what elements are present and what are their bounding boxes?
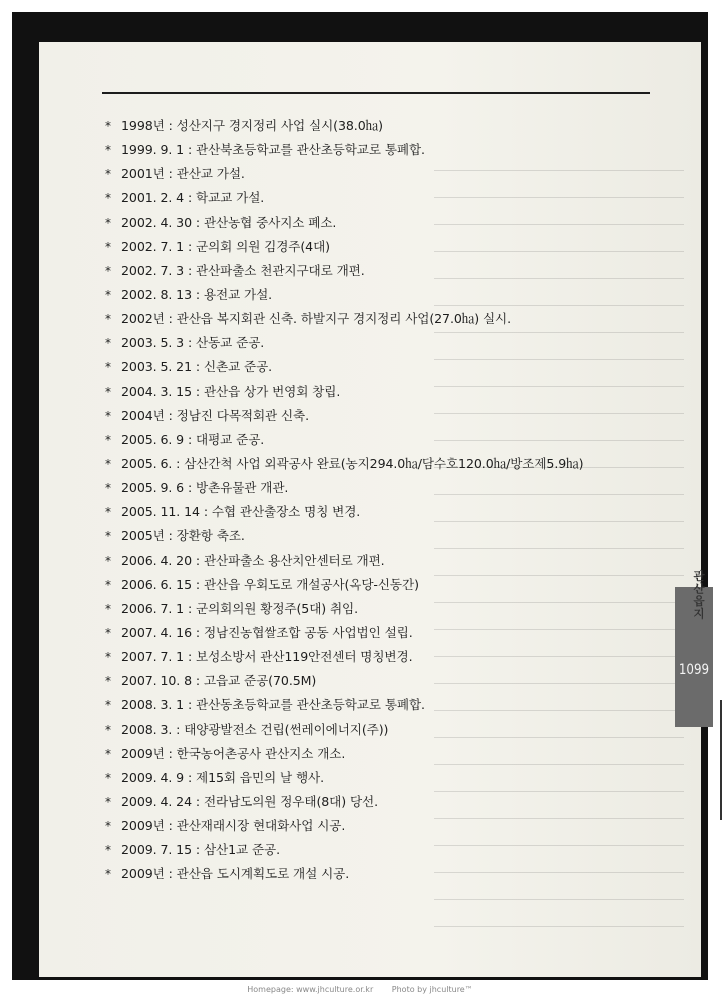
list-item-text: 2004년 : 정남진 다목적회관 신축. <box>121 407 310 423</box>
footer <box>0 985 720 997</box>
list-item-text: 2009. 4. 9 : 제15회 읍민의 날 행사. <box>121 769 324 785</box>
bullet-asterisk: * <box>105 384 111 399</box>
bullet-asterisk: * <box>105 867 111 882</box>
footer-homepage: Homepage: www.jhculture.or.kr <box>247 985 374 994</box>
bullet-asterisk: * <box>105 360 111 375</box>
list-item <box>105 742 665 766</box>
bullet-asterisk: * <box>105 287 111 302</box>
list-item-text: 2001. 2. 4 : 학교교 가설. <box>121 190 265 206</box>
list-item-text: 2009년 : 관산읍 도시계획도로 개설 시공. <box>121 866 350 882</box>
bullet-asterisk: * <box>105 167 111 182</box>
list-item <box>105 524 665 548</box>
bullet-asterisk: * <box>105 239 111 254</box>
bullet-asterisk: * <box>105 505 111 520</box>
bullet-asterisk: * <box>105 432 111 447</box>
list-item <box>105 114 665 138</box>
list-item-text: 2005. 9. 6 : 방촌유물관 개관. <box>121 480 289 496</box>
list-item-text: 2001년 : 관산교 가설. <box>121 166 245 182</box>
list-item <box>105 645 665 669</box>
bullet-asterisk: * <box>105 456 111 471</box>
list-item-text: 2009. 7. 15 : 삼산1교 준공. <box>121 842 280 858</box>
bullet-asterisk: * <box>105 819 111 834</box>
list-item <box>105 597 665 621</box>
list-item <box>105 621 665 645</box>
bullet-asterisk: * <box>105 215 111 230</box>
bullet-asterisk: * <box>105 191 111 206</box>
book-page <box>39 42 710 977</box>
list-item <box>105 331 665 355</box>
list-item <box>105 452 665 476</box>
list-item-text: 2002. 4. 30 : 관산농협 중사지소 폐소. <box>121 214 337 230</box>
top-rule <box>102 92 650 94</box>
bullet-asterisk: * <box>105 601 111 616</box>
bullet-asterisk: * <box>105 843 111 858</box>
list-item <box>105 669 665 693</box>
bullet-asterisk: * <box>105 263 111 278</box>
list-item-text: 2003. 5. 21 : 신촌교 준공. <box>121 359 273 375</box>
list-item <box>105 476 665 500</box>
bullet-asterisk: * <box>105 770 111 785</box>
list-item <box>105 235 665 259</box>
bullet-asterisk: * <box>105 794 111 809</box>
bullet-asterisk: * <box>105 336 111 351</box>
chronology-list <box>105 114 665 887</box>
list-item <box>105 186 665 210</box>
list-item <box>105 428 665 452</box>
bullet-asterisk: * <box>105 143 111 158</box>
bullet-asterisk: * <box>105 746 111 761</box>
list-item-text: 2006. 7. 1 : 군의회의원 황정주(5대) 취임. <box>121 600 359 616</box>
list-item-text: 2009년 : 관산재래시장 현대화사업 시공. <box>121 818 346 834</box>
list-item <box>105 355 665 379</box>
list-item-text: 2008. 3. : 태양광발전소 건립(썬레이에너지(주)) <box>121 721 389 737</box>
list-item <box>105 500 665 524</box>
bullet-asterisk: * <box>105 408 111 423</box>
bullet-asterisk: * <box>105 577 111 592</box>
list-item <box>105 573 665 597</box>
list-item-text: 2005. 11. 14 : 수협 관산출장소 명칭 변경. <box>121 504 361 520</box>
list-item <box>105 766 665 790</box>
section-tab-label: 관산읍지 <box>692 570 706 620</box>
list-item-text: 2004. 3. 15 : 관산읍 상가 번영회 창립. <box>121 383 341 399</box>
list-item-text: 2007. 7. 1 : 보성소방서 관산119안전센터 명칭변경. <box>121 649 413 665</box>
bullet-asterisk: * <box>105 698 111 713</box>
list-item <box>105 549 665 573</box>
list-item-text: 2005. 6. 9 : 대평교 준공. <box>121 431 265 447</box>
list-item-text: 2009. 4. 24 : 전라남도의원 정우태(8대) 당선. <box>121 793 378 809</box>
photo-frame <box>12 12 708 980</box>
list-item <box>105 814 665 838</box>
list-item-text: 1999. 9. 1 : 관산북초등학교를 관산초등학교로 통폐합. <box>121 142 425 158</box>
list-item <box>105 404 665 428</box>
list-item-text: 1998년 : 성산지구 경지정리 사업 실시(38.0㏊) <box>121 118 383 133</box>
list-item <box>105 862 665 886</box>
bullet-asterisk: * <box>105 529 111 544</box>
list-item-text: 2009년 : 한국농어촌공사 관산지소 개소. <box>121 745 346 761</box>
bullet-asterisk: * <box>105 625 111 640</box>
bullet-asterisk: * <box>105 119 111 133</box>
list-item <box>105 790 665 814</box>
list-item <box>105 693 665 717</box>
list-item <box>105 307 665 331</box>
bullet-asterisk: * <box>105 650 111 665</box>
list-item <box>105 718 665 742</box>
bullet-asterisk: * <box>105 722 111 737</box>
list-item <box>105 211 665 235</box>
list-item-text: 2002. 8. 13 : 용전교 가설. <box>121 286 273 302</box>
list-item-text: 2002. 7. 3 : 관산파출소 천관지구대로 개편. <box>121 262 365 278</box>
list-item-text: 2006. 6. 15 : 관산읍 우회도로 개설공사(옥당-신동간) <box>121 576 419 592</box>
list-item-text: 2007. 10. 8 : 고읍교 준공(70.5M) <box>121 673 317 689</box>
bullet-asterisk: * <box>105 481 111 496</box>
list-item-text: 2006. 4. 20 : 관산파출소 용산치안센터로 개편. <box>121 552 385 568</box>
list-item <box>105 283 665 307</box>
list-item-text: 2002. 7. 1 : 군의회 의원 김경주(4대) <box>121 238 330 254</box>
list-item <box>105 259 665 283</box>
list-item <box>105 380 665 404</box>
list-item-text: 2002년 : 관산읍 복지회관 신축. 하발지구 경지정리 사업(27.0㏊) 실시. <box>121 311 512 327</box>
list-item <box>105 838 665 862</box>
bullet-asterisk: * <box>105 674 111 689</box>
bullet-asterisk: * <box>105 553 111 568</box>
list-item-text: 2005. 6. : 삼산간척 사업 외곽공사 완료(농지294.0㏊/담수호120.0㏊/방조제5.9㏊) <box>121 455 584 471</box>
list-item-text: 2008. 3. 1 : 관산동초등학교를 관산초등학교로 통폐합. <box>121 697 425 713</box>
list-item-text: 2005년 : 장환항 축조. <box>121 528 245 544</box>
list-item-text: 2003. 5. 3 : 산동교 준공. <box>121 335 265 351</box>
bullet-asterisk: * <box>105 312 111 327</box>
list-item <box>105 138 665 162</box>
list-item-text: 2007. 4. 16 : 정남진농협쌀조합 공동 사업법인 설립. <box>121 624 413 640</box>
page-number: 1099 <box>678 662 710 678</box>
list-item <box>105 162 665 186</box>
footer-photo-credit: Photo by jhculture™ <box>391 985 473 994</box>
